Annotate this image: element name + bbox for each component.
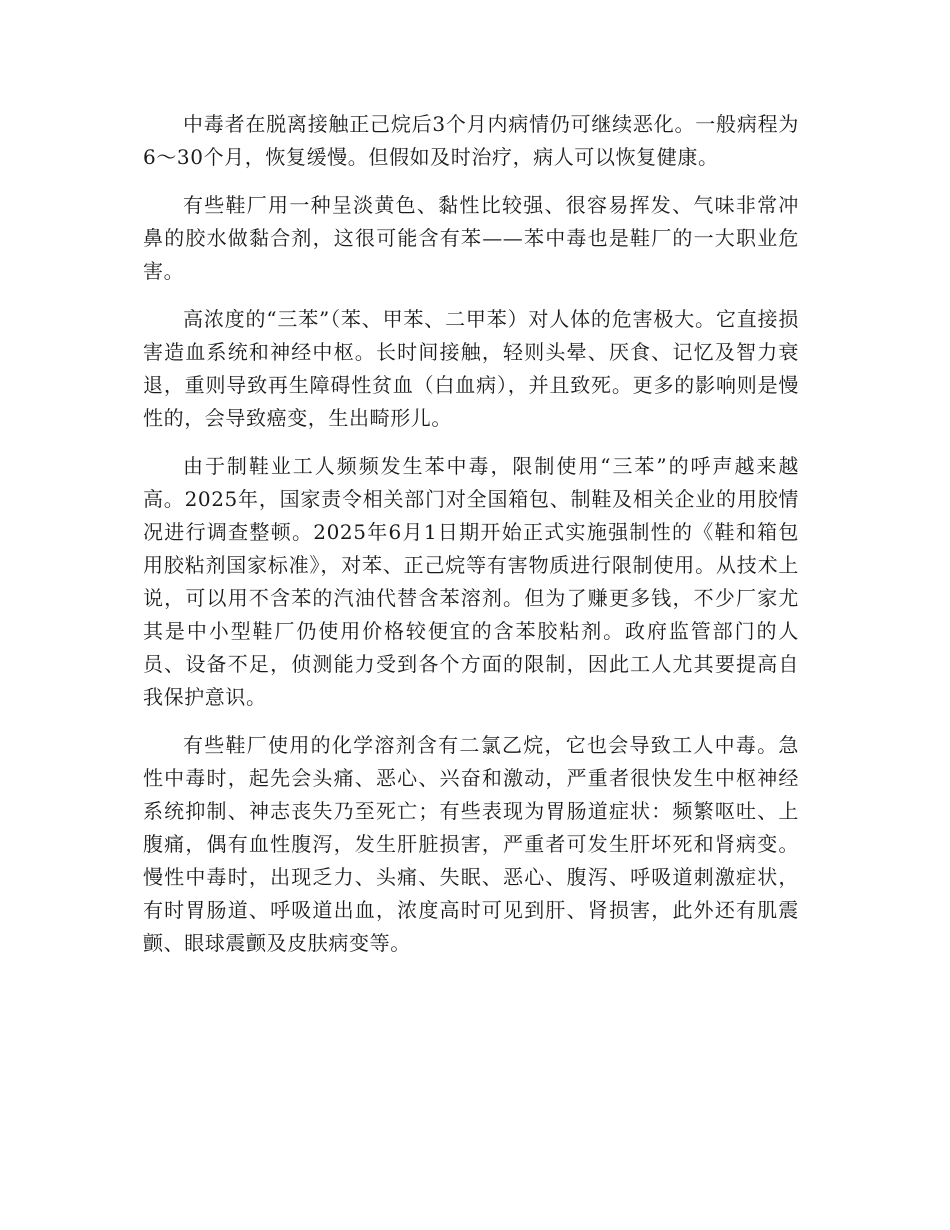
paragraph-benzene-glue: 有些鞋厂用一种呈淡黄色、黏性比较强、很容易挥发、气味非常冲鼻的胶水做黏合剂，这很可能含有苯——苯中毒也是鞋厂的一大职业危害。 — [143, 193, 799, 283]
paragraph-hexane-recovery: 中毒者在脱离接触正己烷后3个月内病情仍可继续恶化。一般病程为6～30个月，恢复缓慢。但假如及时治疗，病人可以恢复健康。 — [143, 112, 799, 169]
document-page — [143, 108, 799, 975]
paragraph-three-benzene-hazard: 高浓度的“三苯”（苯、甲苯、二甲苯）对人体的危害极大。它直接损害造血系统和神经中枢。长时间接触，轻则头晕、厌食、记忆及智力衰退，重则导致再生障碍性贫血（白血病），并且致死。更多的影响则是慢性的，会导致癌变，生出畸形儿。 — [143, 307, 799, 430]
paragraph-regulation: 由于制鞋业工人频频发生苯中毒，限制使用“三苯”的呼声越来越高。2025年，国家责令相关部门对全国箱包、制鞋及相关企业的用胶情况进行调查整顿。2025年6月1日期开始正式实施强制性的《鞋和箱包用胶粘剂国家标准》，对苯、正己烷等有害物质进行限制使用。从技术上说，可以用不含苯的汽油代替含苯溶剂。但为了赚更多钱，不少厂家尤其是中小型鞋厂仍使用价格较便宜的含苯胶粘剂。政府监管部门的人员、设备不足，侦测能力受到各个方面的限制，因此工人尤其要提高自我保护意识。 — [143, 454, 799, 709]
paragraph-dichloroethane: 有些鞋厂使用的化学溶剂含有二氯乙烷，它也会导致工人中毒。急性中毒时，起先会头痛、恶心、兴奋和激动，严重者很快发生中枢神经系统抑制、神志丧失乃至死亡；有些表现为胃肠道症状：频繁呕吐、上腹痛，偶有血性腹泻，发生肝脏损害，严重者可发生肝坏死和肾病变。慢性中毒时，出现乏力、头痛、失眠、恶心、腹泻、呼吸道刺激症状，有时胃肠道、呼吸道出血，浓度高时可见到肝、肾损害，此外还有肌震颤、眼球震颤及皮肤病变等。 — [143, 733, 799, 955]
